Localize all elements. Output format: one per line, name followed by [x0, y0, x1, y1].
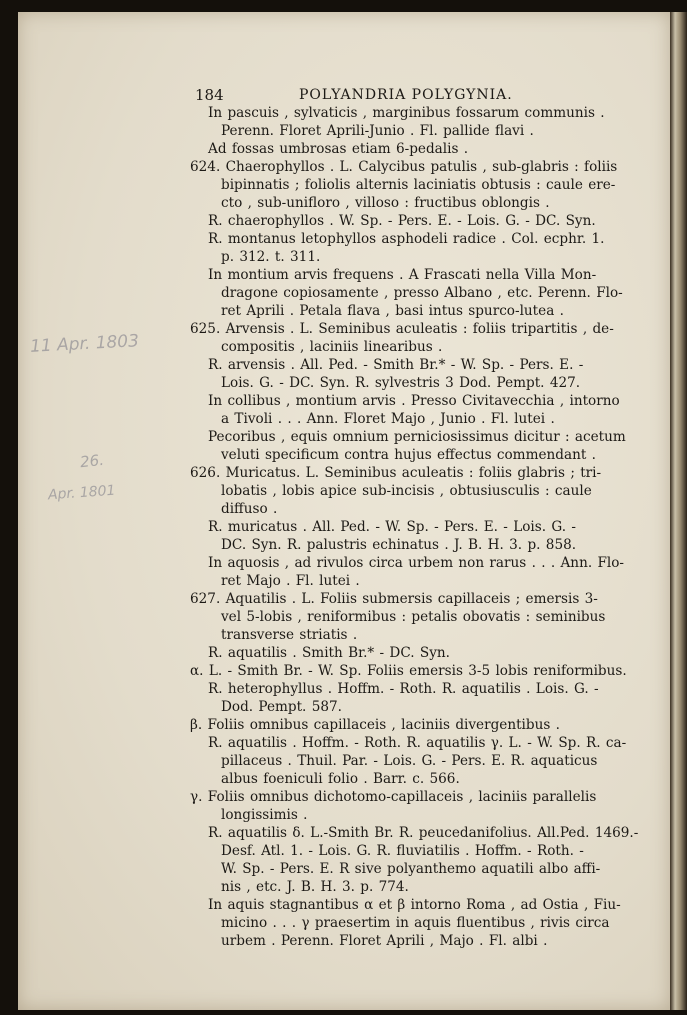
text-line: Lois. G. - DC. Syn. R. sylvestris 3 Dod. Pempt. 427. [221, 375, 581, 391]
text-line: R. aquatilis δ. L.-Smith Br. R. peucedanifolius. All.Ped. 1469.- [208, 825, 639, 841]
text-line: ret Aprili . Petala flava , basi intus spurco-lutea . [221, 303, 564, 319]
text-line: lobatis , lobis apice sub-incisis , obtusiusculis : caule [221, 483, 592, 499]
text-line: DC. Syn. R. palustris echinatus . J. B. H. 3. p. 858. [221, 537, 577, 553]
text-line: R. montanus letophyllos asphodeli radice . Col. ecphr. 1. [208, 231, 605, 247]
text-line: diffuso . [221, 501, 278, 517]
page-number: 184 [195, 86, 224, 104]
text-line: ret Majo . Fl. lutei . [221, 573, 360, 589]
text-line: R. muricatus . All. Ped. - W. Sp. - Pers. E. - Lois. G. - [208, 519, 577, 535]
margin-note: 11 Apr. 1803 [29, 331, 140, 357]
text-line: R. chaerophyllos . W. Sp. - Pers. E. - Lois. G. - DC. Syn. [208, 213, 596, 229]
text-line: Pecoribus , equis omnium perniciosissimus dicitur : acetum [208, 429, 626, 445]
text-line: Dod. Pempt. 587. [221, 699, 342, 715]
margin-note: Apr. 1801 [47, 482, 116, 504]
text-line: β. Foliis omnibus capillaceis , laciniis divergentibus . [190, 717, 560, 733]
text-line: 624. Chaerophyllos . L. Calycibus patulis , sub-glabris : foliis [190, 159, 618, 175]
margin-note: 26. [79, 450, 105, 472]
text-line: dragone copiosamente , presso Albano , etc. Perenn. Flo- [221, 285, 623, 301]
text-line: In montium arvis frequens . A Frascati nella Villa Mon- [208, 267, 597, 283]
text-line: veluti specificum contra hujus effectus commendant . [221, 447, 596, 463]
running-title: POLYANDRIA POLYGYNIA. [299, 87, 513, 103]
text-line: nis , etc. J. B. H. 3. p. 774. [221, 879, 409, 895]
text-line: micino . . . γ praesertim in aquis fluentibus , rivis circa [221, 915, 610, 931]
text-line: pillaceus . Thuil. Par. - Lois. G. - Pers. E. R. aquaticus [221, 753, 598, 769]
text-line: Desf. Atl. 1. - Lois. G. R. fluviatilis . Hoffm. - Roth. - [221, 843, 584, 859]
text-line: In collibus , montium arvis . Presso Civitavecchia , intorno [208, 393, 620, 409]
text-line: bipinnatis ; foliolis alternis laciniatis obtusis : caule ere- [221, 177, 616, 193]
text-line: R. aquatilis . Hoffm. - Roth. R. aquatilis γ. L. - W. Sp. R. ca- [208, 735, 627, 751]
text-line: 625. Arvensis . L. Seminibus aculeatis : foliis tripartitis , de- [190, 321, 614, 337]
text-line: R. aquatilis . Smith Br.* - DC. Syn. [208, 645, 450, 661]
text-line: 626. Muricatus. L. Seminibus aculeatis : foliis glabris ; tri- [190, 465, 602, 481]
text-line: transverse striatis . [221, 627, 358, 643]
text-line: R. heterophyllus . Hoffm. - Roth. R. aquatilis . Lois. G. - [208, 681, 599, 697]
book-page [18, 12, 670, 1010]
text-line: p. 312. t. 311. [221, 249, 321, 265]
book-edge [670, 12, 687, 1010]
text-line: In aquosis , ad rivulos circa urbem non rarus . . . Ann. Flo- [208, 555, 625, 571]
text-line: vel 5-lobis , reniformibus : petalis obovatis : seminibus [221, 609, 606, 625]
text-line: α. L. - Smith Br. - W. Sp. Foliis emersis 3-5 lobis reniformibus. [190, 663, 627, 679]
text-line: albus foeniculi folio . Barr. c. 566. [221, 771, 460, 787]
text-line: urbem . Perenn. Floret Aprili , Majo . Fl. albi . [221, 933, 548, 949]
text-line: a Tivoli . . . Ann. Floret Majo , Junio . Fl. lutei . [221, 411, 555, 427]
text-line: compositis , laciniis linearibus . [221, 339, 443, 355]
text-line: W. Sp. - Pers. E. R sive polyanthemo aquatili albo affi- [221, 861, 601, 877]
text-line: Perenn. Floret Aprili-Junio . Fl. pallide flavi . [221, 123, 534, 139]
text-line: longissimis . [221, 807, 308, 823]
text-line: γ. Foliis omnibus dichotomo-capillaceis , laciniis parallelis [190, 789, 597, 805]
text-line: In aquis stagnantibus α et β intorno Roma , ad Ostia , Fiu- [208, 897, 621, 913]
text-line: In pascuis , sylvaticis , marginibus fossarum communis . [208, 105, 605, 121]
text-line: cto , sub-unifloro , villoso : fructibus oblongis . [221, 195, 550, 211]
text-line: R. arvensis . All. Ped. - Smith Br.* - W. Sp. - Pers. E. - [208, 357, 584, 373]
text-line: Ad fossas umbrosas etiam 6-pedalis . [208, 141, 469, 157]
text-line: 627. Aquatilis . L. Foliis submersis capillaceis ; emersis 3- [190, 591, 598, 607]
